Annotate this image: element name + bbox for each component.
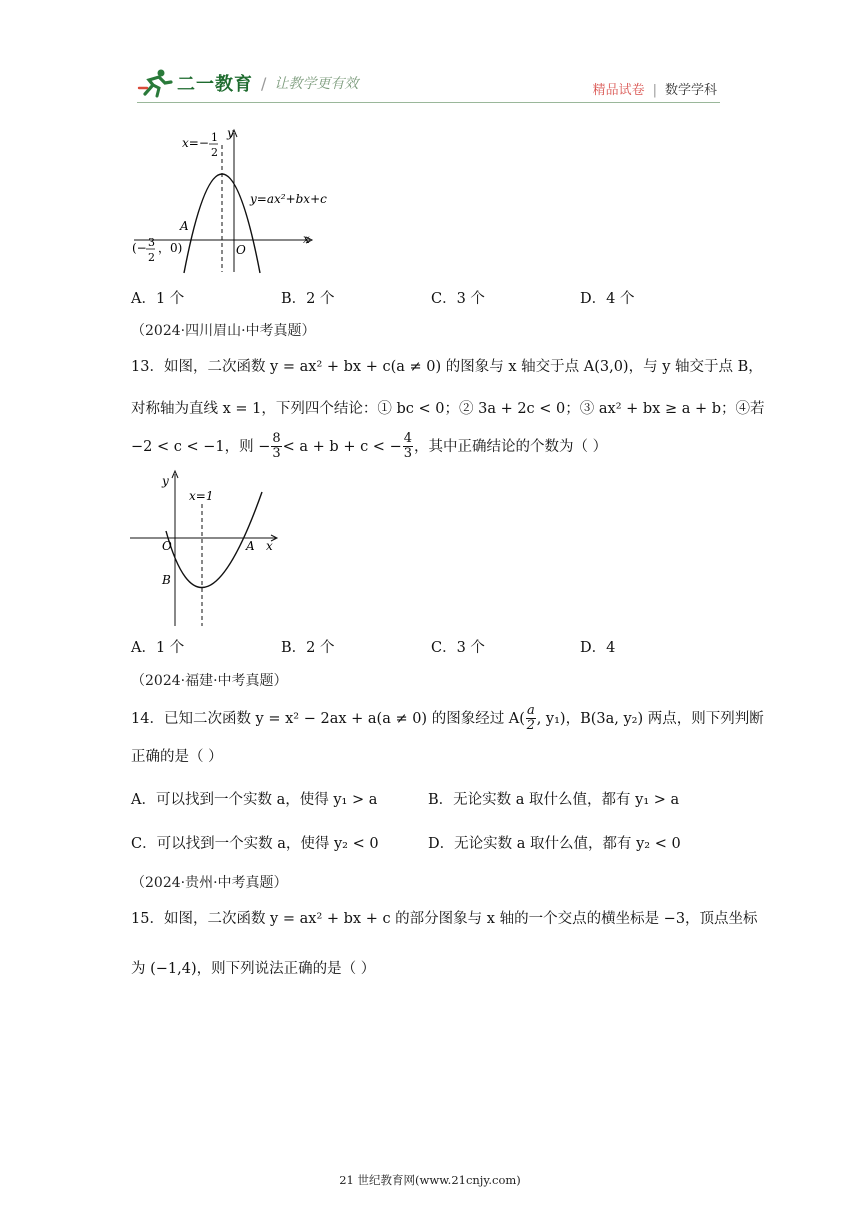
q14-source: （2024·福建·中考真题） (131, 673, 288, 689)
q13-line1: 13．如图，二次函数 y = ax² + bx + c(a ≠ 0) 的图象与 x 轴交于点 A(3,0)，与 y 轴交于点 B， (131, 359, 763, 375)
logo-slogan: 让教学更有效 (274, 76, 359, 92)
q12-option-d[interactable]: D．4 个 (580, 291, 635, 307)
point-b-label: B (162, 573, 171, 587)
point-coord-post: ，0) (158, 241, 183, 255)
point-coord-den: 2 (148, 251, 155, 264)
logo-text: 二一教育 (177, 74, 253, 95)
q14-line1-pre: 14．已知二次函数 y = x² − 2ax + a(a ≠ 0) 的图象经过 A( (131, 710, 525, 727)
header-tag: 精品试卷 (592, 83, 645, 98)
q14-fa-den: 2 (526, 718, 535, 733)
header-subject-label: 数学学科 (664, 83, 717, 98)
q14-fraction (526, 704, 536, 733)
curve-label: y=ax²+bx+c (250, 192, 327, 206)
q14-option-d[interactable]: D．无论实数 a 取什么值，都有 y₂ < 0 (428, 836, 681, 852)
logo-divider: / (261, 73, 267, 93)
sym-label: x=1 (189, 489, 214, 503)
x-axis-label: x (303, 232, 310, 246)
q13-f1-num: 8 (272, 431, 281, 446)
q13-fraction-1 (271, 432, 281, 461)
header-logo (137, 68, 358, 98)
q14-option-a[interactable]: A．可以找到一个实数 a，使得 y₁ > a (131, 792, 378, 808)
runner-logo-icon (137, 68, 175, 98)
q14-line1 (131, 704, 764, 733)
q12-option-c[interactable]: C．3 个 (431, 291, 485, 307)
header-separator: | (652, 83, 657, 98)
origin-label: O (236, 243, 246, 257)
q13-f1-den: 3 (272, 446, 281, 461)
q13-fraction-2 (403, 432, 413, 461)
q12-option-a[interactable]: A．1 个 (131, 291, 185, 307)
point-coord-num: 3 (148, 236, 155, 249)
q14-option-b[interactable]: B．无论实数 a 取什么值，都有 y₁ > a (428, 792, 680, 808)
q15-line2: 为 (−1,4)，则下列说法正确的是（ ） (131, 961, 376, 977)
sym-num: 1 (211, 131, 218, 144)
sym-den: 2 (211, 146, 218, 159)
q14-option-c[interactable]: C．可以找到一个实数 a，使得 y₂ < 0 (131, 836, 379, 852)
q14-fa-num: a (526, 703, 535, 718)
y-axis-label: y (162, 474, 169, 488)
q13-f2-num: 4 (403, 431, 412, 446)
q13-line3-post: ，其中正确结论的个数为（ ） (414, 438, 608, 455)
origin-label: O (162, 539, 172, 553)
point-coord-pre: (− (132, 241, 147, 255)
q12-graph (128, 125, 328, 275)
q13-option-c[interactable]: C．3 个 (431, 640, 485, 656)
x-axis-label: x (266, 539, 273, 553)
q12-option-b[interactable]: B．2 个 (281, 291, 335, 307)
y-axis-label: y (227, 126, 234, 140)
q15-source: （2024·贵州·中考真题） (131, 875, 288, 891)
q13-line3-pre: −2 < c < −1，则 − (131, 438, 271, 455)
q13-line3-mid: < a + b + c < − (282, 438, 402, 455)
q13-graph (126, 468, 286, 628)
q13-option-b[interactable]: B．2 个 (281, 640, 335, 656)
q13-option-a[interactable]: A．1 个 (131, 640, 185, 656)
q13-line3 (131, 432, 607, 461)
page-footer: 21 世纪教育网(www.21cnjy.com) (339, 1173, 521, 1187)
q13-line2: 对称轴为直线 x = 1，下列四个结论：① bc < 0；② 3a + 2c < 0；③ ax² + bx ≥ a + b；④若 (131, 401, 765, 417)
point-a-label: A (246, 539, 255, 553)
q13-option-d[interactable]: D．4 (580, 640, 616, 656)
header-subject (593, 79, 717, 98)
q15-line1: 15．如图，二次函数 y = ax² + bx + c 的部分图象与 x 轴的一个交点的横坐标是 −3，顶点坐标 (131, 911, 758, 927)
header-rule (137, 102, 720, 103)
q13-source: （2024·四川眉山·中考真题） (131, 323, 316, 339)
sym-label: x=− (182, 136, 209, 150)
q13-f2-den: 3 (403, 446, 412, 461)
q14-line2: 正确的是（ ） (131, 749, 223, 765)
q14-line1-post: , y₁)，B(3a, y₂) 两点，则下列判断 (536, 710, 764, 727)
point-a-label: A (180, 219, 189, 233)
